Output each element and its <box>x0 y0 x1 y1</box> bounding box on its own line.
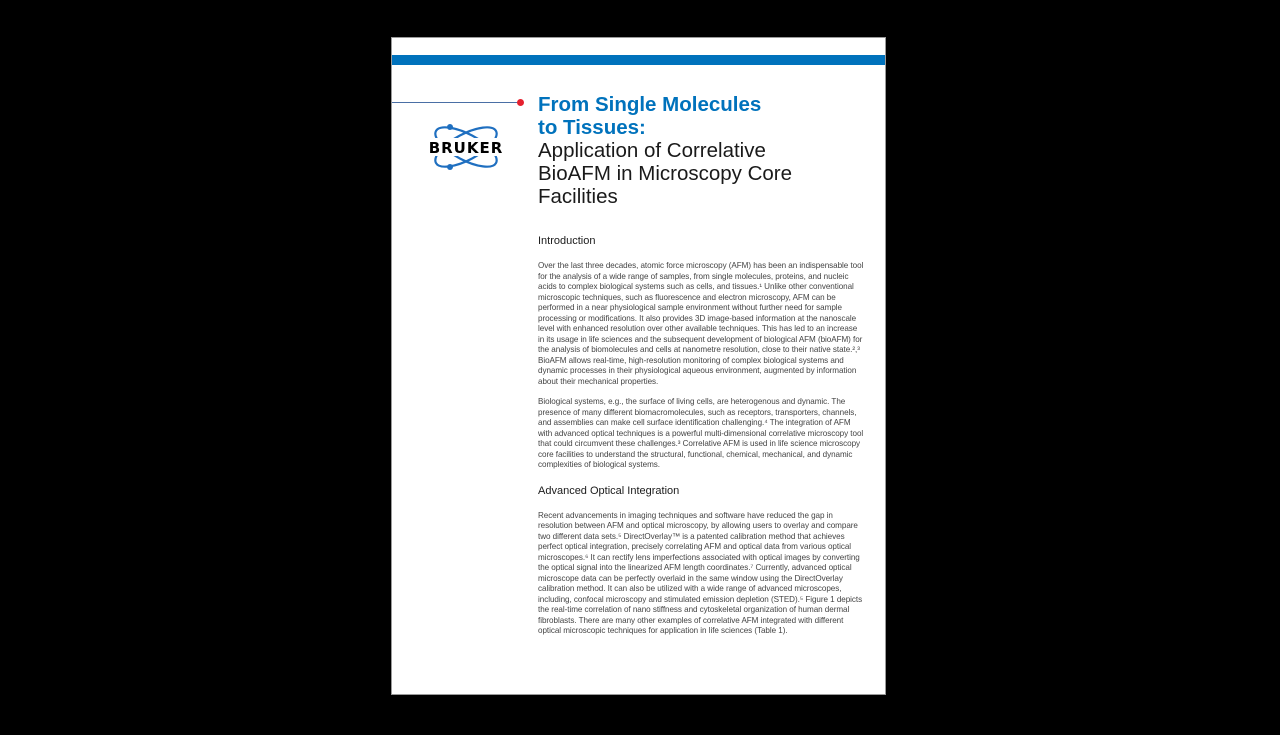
document-body <box>538 235 864 647</box>
accent-dot <box>517 99 524 106</box>
title-line: From Single Molecules <box>538 93 762 116</box>
paragraph: Recent advancements in imaging techniques and software have reduced the gap in resolution between AFM and optical microscopy, by allowing users to overlay and compare two different data sets.⁵ DirectOverlay™ is a patented calibration method that achieves perfect optical integration, precisely correlating AFM and optical data from various optical microscopes.⁶ It can rectify lens imperfections associated with optical images by converting the optical signal into the linearized AFM length coordinates.⁷ Currently, advanced optical microscope data can be perfectly overlaid in the same window using the DirectOverlay calibration method. It can also be utilized with a wide range of advanced microscopes, including, confocal microscopy and stimulated emission depletion (STED).⁵ Figure 1 depicts the real-time correlation of nano stiffness and cytoskeletal organization of human dermal fibroblasts. There are many other examples of correlative AFM integrated with different optical microscopic techniques for application in life sciences (Table 1). <box>538 510 863 635</box>
header-color-bar <box>392 55 885 65</box>
section-heading-introduction: Introduction <box>538 235 596 247</box>
subtitle-line: Application of Correlative <box>538 139 766 162</box>
paragraph: Biological systems, e.g., the surface of living cells, are heterogenous and dynamic. The presence of many different biomacromolecules, such as receptors, transporters, channels, and assemblies can make cell surface identification challenging.⁴ The integration of AFM with advanced optical techniques is a powerful multi-dimensional correlative microscopy tool that could circumvent these challenges.³ Correlative AFM is used in life science microscopy core facilities to understand the structural, functional, chemical, mechanical, and dynamic complexities of biological systems. <box>538 397 864 469</box>
subtitle-line: Facilities <box>538 185 618 208</box>
document-title <box>538 93 868 208</box>
section-heading-advanced-optical-integration: Advanced Optical Integration <box>538 484 680 497</box>
title-line: to Tissues: <box>538 116 646 139</box>
document-page <box>391 37 886 695</box>
paragraph: Over the last three decades, atomic force microscopy (AFM) has been an indispensable tool for the analysis of a wide range of samples, from single molecules, proteins, and nucleic acids to complex biological systems such as cells, and tissues.¹ Unlike other conventional microscopic techniques, such as fluorescence and electron microscopy, AFM can be performed in a near physiological sample environment without further need for sample processing or modifications. It also provides 3D image-based information at the nanoscale level with enhanced resolution over other available techniques. This has led to an increase in its usage in life sciences and the subsequent development of biological AFM (bioAFM) for the analysis of biomolecules and cells at nanometre resolution, close to their native state.²,³ BioAFM allows real-time, high-resolution monitoring of complex biological systems and dynamic processes in their physiological aqueous environment, augmented by information about their mechanical properties. <box>538 261 864 386</box>
subtitle-line: BioAFM in Microscopy Core <box>538 162 793 185</box>
header-rule-line <box>392 102 520 103</box>
logo-wordmark: BRUKER <box>428 139 504 157</box>
bruker-logo <box>418 121 514 173</box>
